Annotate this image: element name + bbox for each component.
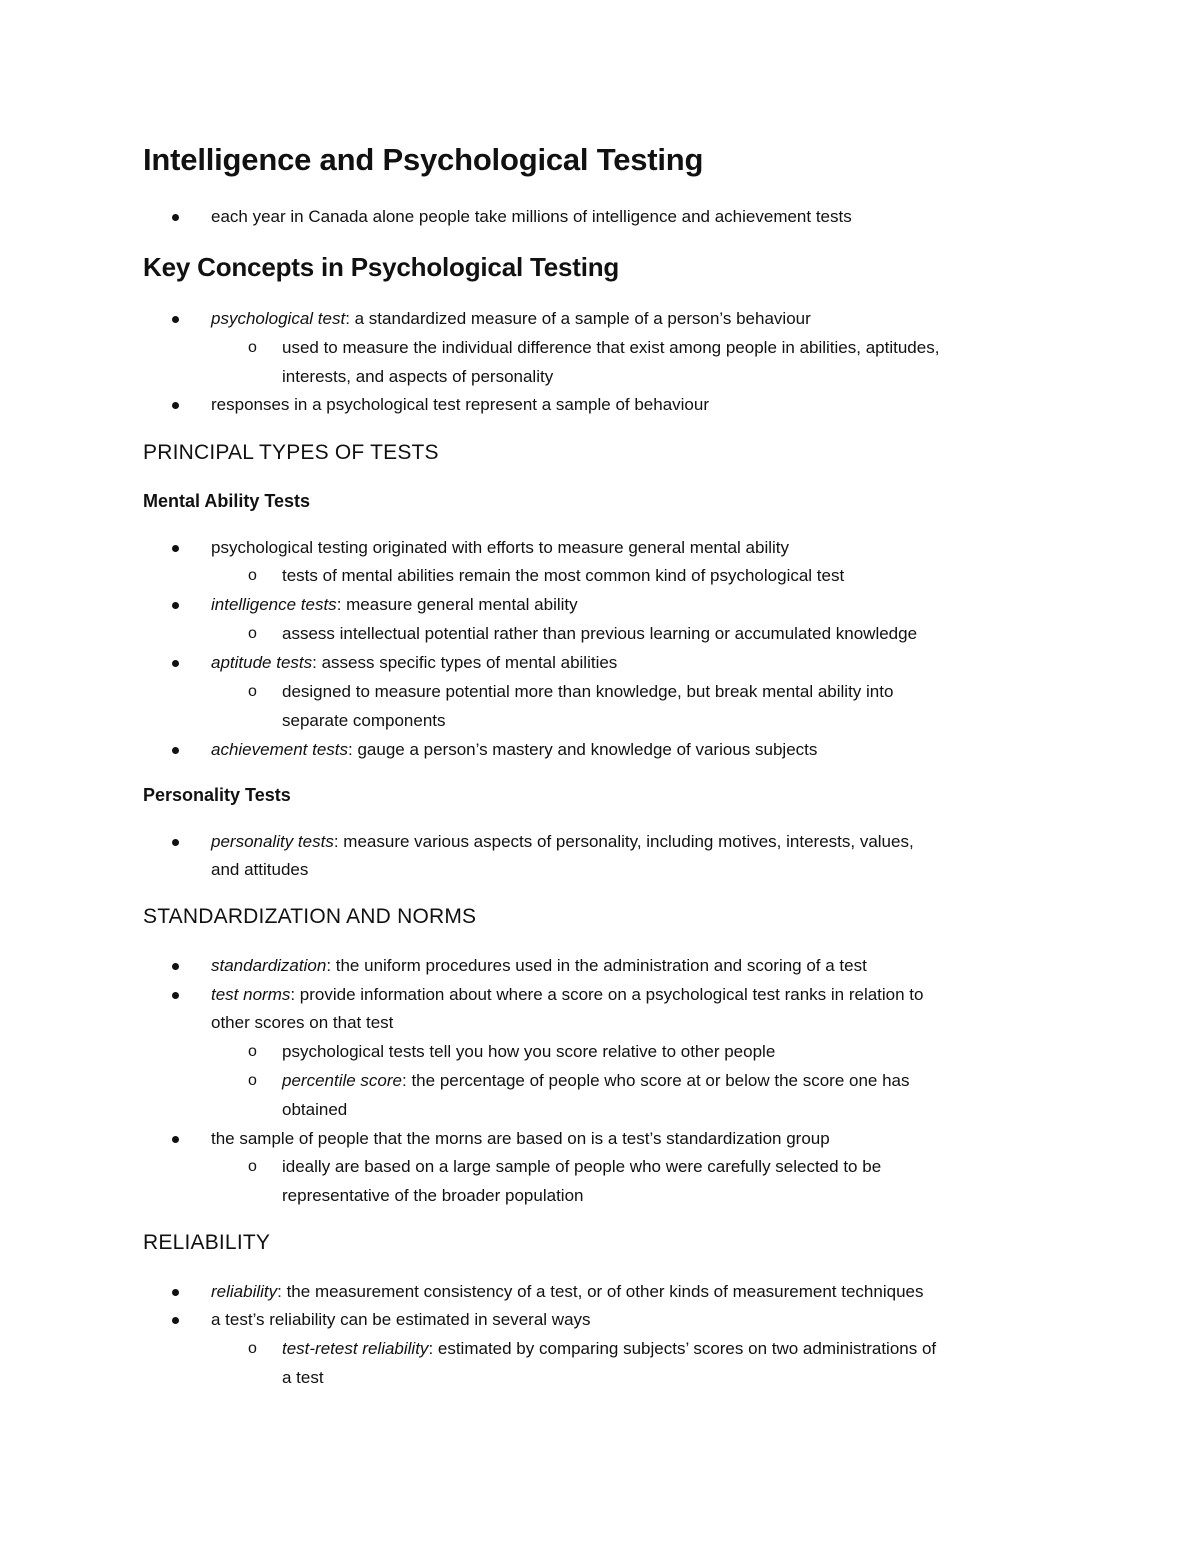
- sub-bullet-marker: o: [248, 567, 257, 584]
- bullet-marker: [172, 206, 184, 221]
- section-heading-key-concepts: Key Concepts in Psychological Testing: [143, 252, 620, 282]
- term: aptitude tests: [211, 653, 313, 672]
- term: test norms: [211, 985, 291, 1004]
- bullet-marker: [172, 1309, 184, 1324]
- list-item: [211, 652, 617, 674]
- sub-bullet-marker: o: [248, 1043, 257, 1060]
- term: psychological test: [211, 309, 346, 328]
- sub-list-item: [282, 1070, 910, 1092]
- bullet-marker: [172, 308, 184, 323]
- sub-list-item: used to measure the individual difference that exist among people in abilities, aptitudes,: [282, 338, 940, 357]
- term: test-retest reliability: [282, 1339, 429, 1358]
- term: achievement tests: [211, 740, 349, 759]
- definition: : the percentage of people who score at or below the score one has: [402, 1071, 910, 1090]
- section-heading-reliability: RELIABILITY: [143, 1231, 271, 1254]
- list-item: responses in a psychological test represent a sample of behaviour: [211, 395, 710, 414]
- definition: : measure various aspects of personality, including motives, interests, values,: [333, 832, 914, 851]
- list-item-cont: and attitudes: [211, 860, 309, 879]
- definition: : gauge a person’s mastery and knowledge of various subjects: [348, 740, 818, 759]
- definition: : the measurement consistency of a test, or of other kinds of measurement techniques: [277, 1282, 924, 1301]
- list-item: [211, 1281, 923, 1303]
- bullet-marker: [172, 984, 184, 999]
- bullet-marker: [172, 1281, 184, 1296]
- list-item: psychological testing originated with efforts to measure general mental ability: [211, 538, 789, 557]
- section-heading-standardization: STANDARDIZATION AND NORMS: [143, 905, 477, 928]
- sub-list-item-cont: separate components: [282, 711, 446, 730]
- list-item: a test’s reliability can be estimated in several ways: [211, 1310, 591, 1329]
- definition: : provide information about where a score on a psychological test ranks in relation to: [290, 985, 924, 1004]
- sub-bullet-marker: o: [248, 1158, 257, 1175]
- bullet-marker: [172, 394, 184, 409]
- term: percentile score: [282, 1071, 403, 1090]
- sub-bullet-marker: o: [248, 625, 257, 642]
- sub-list-item-cont: representative of the broader population: [282, 1186, 584, 1205]
- subsection-heading-personality: Personality Tests: [143, 785, 291, 805]
- sub-list-item: tests of mental abilities remain the most common kind of psychological test: [282, 566, 845, 585]
- term: intelligence tests: [211, 595, 337, 614]
- bullet-marker: [172, 739, 184, 754]
- bullet-marker: [172, 831, 184, 846]
- sub-list-item-cont: obtained: [282, 1100, 348, 1119]
- list-item: [211, 955, 867, 977]
- sub-list-item-cont: a test: [282, 1368, 324, 1387]
- sub-list-item: ideally are based on a large sample of people who were carefully selected to be: [282, 1157, 882, 1176]
- page-title: Intelligence and Psychological Testing: [143, 142, 704, 177]
- subsection-heading-mental: Mental Ability Tests: [143, 491, 311, 511]
- sub-bullet-marker: o: [248, 683, 257, 700]
- list-item: [211, 594, 578, 616]
- list-item: [211, 984, 924, 1006]
- sub-bullet-marker: o: [248, 1072, 257, 1089]
- sub-bullet-marker: o: [248, 1340, 257, 1357]
- bullet-marker: [172, 652, 184, 667]
- definition: : assess specific types of mental abilities: [312, 653, 618, 672]
- sub-list-item: designed to measure potential more than knowledge, but break mental ability into: [282, 682, 894, 701]
- intro-text: each year in Canada alone people take millions of intelligence and achievement tests: [211, 207, 852, 226]
- bullet-marker: [172, 1128, 184, 1143]
- list-item: [211, 739, 817, 761]
- list-item-cont: other scores on that test: [211, 1013, 394, 1032]
- definition: : a standardized measure of a sample of a person’s behaviour: [345, 309, 811, 328]
- sub-list-item: assess intellectual potential rather than previous learning or accumulated knowledge: [282, 624, 918, 643]
- definition: : the uniform procedures used in the administration and scoring of a test: [326, 956, 867, 975]
- sub-list-item: [282, 1338, 936, 1360]
- list-item: [211, 308, 811, 330]
- bullet-marker: [172, 594, 184, 609]
- list-item: the sample of people that the morns are based on is a test’s standardization group: [211, 1129, 830, 1148]
- definition: : measure general mental ability: [336, 595, 578, 614]
- term: standardization: [211, 956, 327, 975]
- sub-list-item: psychological tests tell you how you score relative to other people: [282, 1042, 776, 1061]
- term: personality tests: [211, 832, 334, 851]
- bullet-marker: [172, 955, 184, 970]
- list-item: [211, 831, 914, 853]
- section-heading-principal-types: PRINCIPAL TYPES OF TESTS: [143, 441, 439, 464]
- bullet-marker: [172, 537, 184, 552]
- sub-list-item-cont: interests, and aspects of personality: [282, 367, 554, 386]
- term: reliability: [211, 1282, 278, 1301]
- definition: : estimated by comparing subjects’ scores on two administrations of: [428, 1339, 937, 1358]
- sub-bullet-marker: o: [248, 339, 257, 356]
